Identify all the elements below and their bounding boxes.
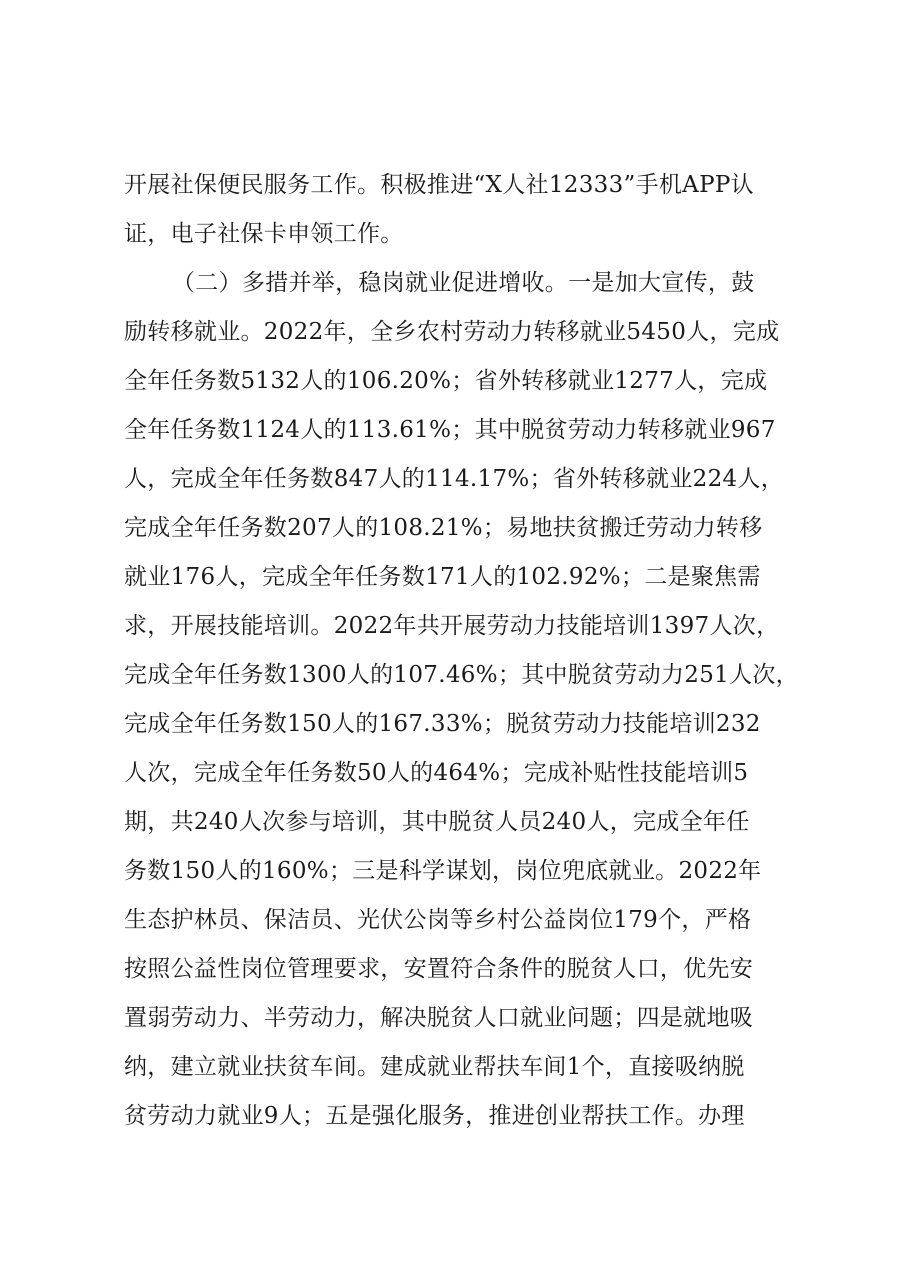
text-line: 置弱劳动力、半劳动力，解决脱贫人口就业问题；四是就地吸	[124, 1005, 754, 1031]
text-line: 贫劳动力就业9人；五是强化服务，推进创业帮扶工作。办理	[124, 1103, 745, 1129]
text-line: 按照公益性岗位管理要求，安置符合条件的脱贫人口，优先安	[124, 956, 754, 982]
section-heading-line: （二）多措并举，稳岗就业促进增收。一是加大宣传，鼓	[172, 270, 755, 296]
text-line: 全年任务数1124人的113.61%；其中脱贫劳动力转移就业967	[124, 417, 776, 443]
text-line: 求，开展技能培训。2022年共开展劳动力技能培训1397人次，	[124, 613, 780, 639]
text-line: 人，完成全年任务数847人的114.17%；省外转移就业224人，	[124, 466, 785, 492]
text-line: 生态护林员、保洁员、光伏公岗等乡村公益岗位179个，严格	[124, 907, 752, 933]
text-line: 完成全年任务数150人的167.33%；脱贫劳动力技能培训232	[124, 711, 761, 737]
text-line: 完成全年任务数207人的108.21%；易地扶贫搬迁劳动力转移	[124, 515, 763, 541]
text-line: 全年任务数5132人的106.20%；省外转移就业1277人，完成	[124, 368, 768, 394]
text-line: 人次，完成全年任务数50人的464%；完成补贴性技能培训5	[124, 760, 749, 786]
text-line: 完成全年任务数1300人的107.46%；其中脱贫劳动力251人次，	[124, 662, 799, 688]
text-line: 务数150人的160%；三是科学谋划，岗位兜底就业。2022年	[124, 858, 762, 884]
text-line: 励转移就业。2022年，全乡农村劳动力转移就业5450人，完成	[124, 319, 780, 345]
text-line: 就业176人，完成全年任务数171人的102.92%；二是聚焦需	[124, 564, 761, 590]
text-line: 开展社保便民服务工作。积极推进“X人社12333”手机APP认	[124, 172, 754, 198]
text-line: 纳，建立就业扶贫车间。建成就业帮扶车间1个，直接吸纳脱	[124, 1054, 745, 1080]
text-line: 证，电子社保卡申领工作。	[124, 221, 404, 247]
text-line: 期，共240人次参与培训，其中脱贫人员240人，完成全年任	[124, 809, 750, 835]
